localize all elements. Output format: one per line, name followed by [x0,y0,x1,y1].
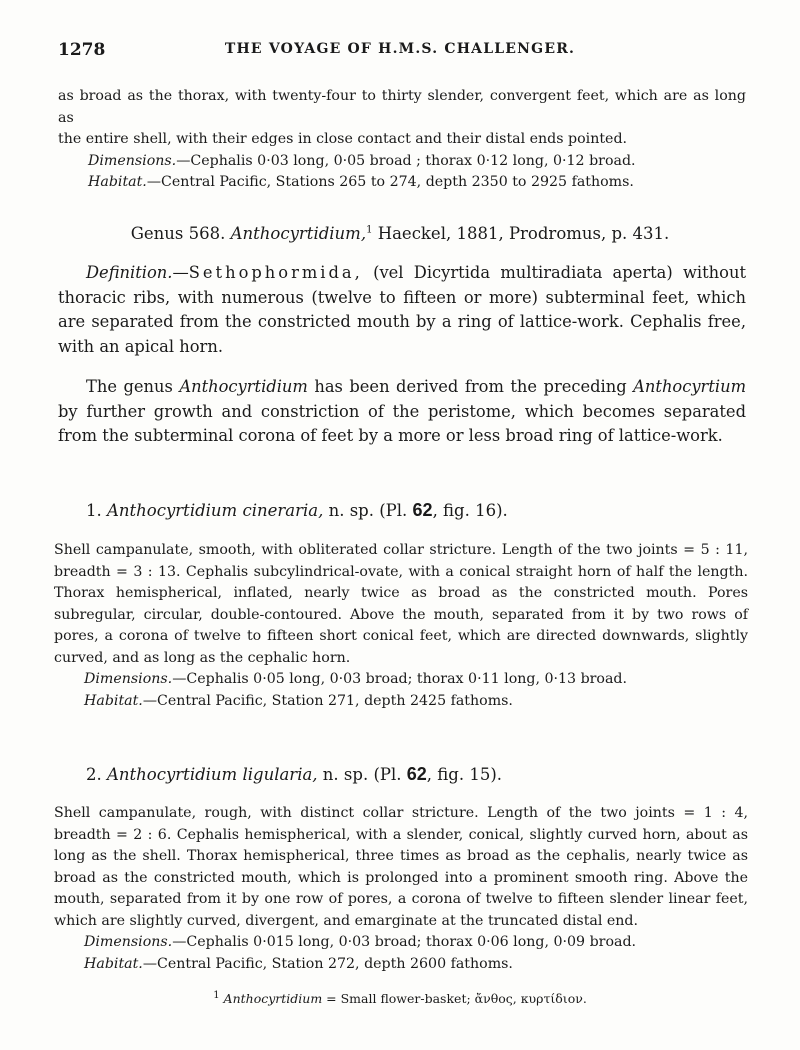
remark-genus-1: Anthocyrtidium [179,377,308,396]
species-2-body [54,803,748,975]
genus-prefix: Genus 568. [130,224,226,243]
habitat-label: Habitat. [88,174,147,190]
species-1-habitat [54,691,748,713]
footnote-term: Anthocyrtidium [223,991,323,1007]
species-1-dimensions-text: —Cephalis 0·05 long, 0·03 broad; thorax 0·11 long, 0·13 broad. [172,671,628,687]
species-2-habitat-text: —Central Pacific, Station 272, depth 2600 fathoms. [142,955,513,972]
page-number: 1278 [58,40,106,60]
genus-heading [50,224,750,243]
continuation-line-1: as broad as the thorax, with twenty-four to thirty slender, convergent feet, which are as long as [58,88,746,126]
definition-dash: — [172,263,189,282]
definition-family: Sethophormida, [188,263,363,282]
running-title: THE VOYAGE OF H.M.S. CHALLENGER. [224,41,576,57]
species-1-nsp: n. sp. (Pl. [323,501,413,520]
species-1-body [54,540,748,712]
continuation-block [58,86,746,194]
species-2-fig: , fig. 15). [426,765,503,784]
footnote-mark: 1 [213,990,220,1001]
species-1-plate: 62 [412,500,433,520]
dimensions-line [58,151,746,173]
species-2-heading [86,764,502,785]
remark-text-2: has been derived from the preceding [307,377,634,396]
species-2-plate: 62 [406,764,427,784]
definition-block [58,261,746,359]
species-2-number: 2. [86,765,102,784]
dimensions-text: —Cephalis 0·03 long, 0·05 broad ; thorax 0·12 long, 0·12 broad. [176,152,636,169]
remark-text-1: The genus [86,377,180,396]
species-2-name: Anthocyrtidium ligularia, [107,765,318,784]
species-2-dimensions-label: Dimensions. [84,934,173,950]
species-2-description: Shell campanulate, rough, with distinct collar stricture. Length of the two joints = 1 : 4, breadth = 2 : 6. Cephalis hemispherical, with a slender, conical, slightly curved horn, about as long as the shell. Thorax hemispherical, three times as broad as the cephalis, nearly twice as broad as the constricted mouth, which is prolonged into a prominent smooth ring. Above the mouth, separated from it by one row of pores, a corona of twelve to fifteen slender linear feet, which are slightly curved, divergent, and emarginate at the truncated distal end. [54,805,748,929]
habitat-line [58,172,746,194]
remark-text-3: by further growth and constriction of the peristome, which becomes separated from the subterminal corona of feet by a more or less broad ring of lattice-work. [58,401,746,445]
species-2-habitat-label: Habitat. [84,955,143,972]
species-1-dimensions [54,669,748,691]
species-1-description: Shell campanulate, smooth, with obliterated collar stricture. Length of the two joints = 5 : 11, breadth = 3 : 13. Cephalis subcylindrical-ovate, with a conical straight horn of half the length. Thorax hemispherical, inflated, nearly twice as broad as the constricted mouth. Pores subregular, circular, double-contoured. Above the mouth, separated from it by two rows of pores, a corona of twelve to fifteen short conical feet, which are directed downwards, slightly curved, and as long as the cephalic horn. [54,542,748,666]
genus-citation: Haeckel, 1881, Prodromus, p. 431. [372,224,670,243]
species-1-name: Anthocyrtidium cineraria, [107,501,324,520]
species-1-number: 1. [86,501,102,520]
species-1-dimensions-label: Dimensions. [84,671,173,687]
dimensions-label: Dimensions. [88,152,177,169]
continuation-line-2: the entire shell, with their edges in close contact and their distal ends pointed. [58,131,628,147]
definition-text: (vel Dicyrtida multiradiata aperta) without thoracic ribs, with numerous (twelve to fifteen or more) subterminal feet, which are separated from the constricted mouth by a ring of lattice-work. Cephalis free, with an apical horn. [58,263,746,356]
footnote-text: = Small flower-basket; ἄνθος, κυρτίδιον. [322,991,587,1007]
species-1-fig: , fig. 16). [432,501,508,520]
genus-name: Anthocyrtidium, [230,224,367,243]
species-1-habitat-text: —Central Pacific, Station 271, depth 2425 fathoms. [142,692,513,709]
footnote-ref: 1 [366,224,373,236]
species-2-dimensions-text: —Cephalis 0·015 long, 0·03 broad; thorax 0·06 long, 0·09 broad. [172,934,637,950]
species-2-habitat [54,954,748,976]
definition-paragraph [58,261,746,359]
definition-label: Definition. [86,263,173,282]
remark-genus-2: Anthocyrtium [633,377,747,396]
remark-block [58,375,746,449]
page-header [50,40,750,64]
species-1-heading [86,500,508,521]
species-2-nsp: n. sp. (Pl. [317,765,407,784]
species-2-dimensions [54,932,748,954]
remark-paragraph [58,375,746,449]
species-1-habitat-label: Habitat. [84,692,143,709]
footnote [0,990,800,1006]
habitat-text: —Central Pacific, Stations 265 to 274, depth 2350 to 2925 fathoms. [146,174,634,190]
